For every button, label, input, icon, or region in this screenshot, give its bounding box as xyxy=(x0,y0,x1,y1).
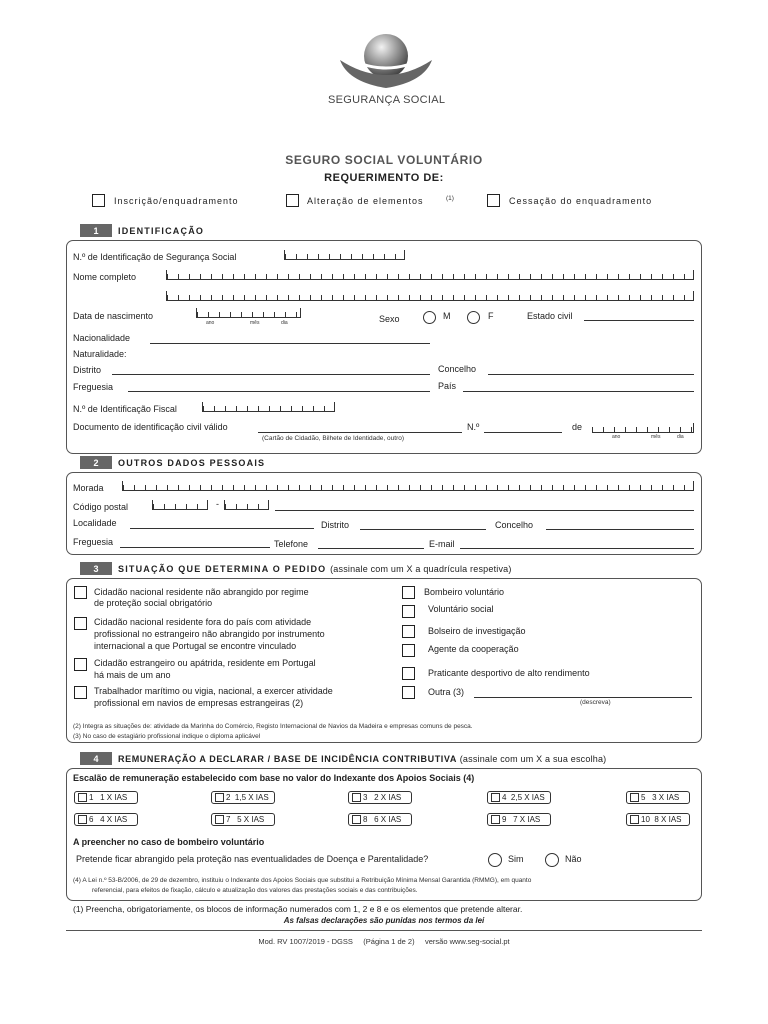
situation-label-2c: internacional a que Portugal se encontre vinculado xyxy=(94,641,297,651)
situation-checkbox-researcher[interactable] xyxy=(402,625,415,638)
district-label: Distrito xyxy=(73,365,102,375)
ias-label-8: 8 6 X IAS xyxy=(363,815,402,824)
nif-input[interactable] xyxy=(202,402,335,412)
id-document-input[interactable] xyxy=(258,432,462,433)
situation-label-athlete: Praticante desportivo de alto rendimento xyxy=(428,668,590,678)
name-label: Nome completo xyxy=(73,272,137,282)
request-type-label-registration: Inscrição/enquadramento xyxy=(114,196,239,206)
birth-month-hint: mês xyxy=(250,320,260,326)
situation-label-1a: Cidadão nacional residente não abrangido por regime xyxy=(94,587,309,597)
section-1-title: IDENTIFICAÇÃO xyxy=(118,225,205,236)
postal-code-input-2[interactable] xyxy=(224,500,269,510)
ias-label-5: 5 3 X IAS xyxy=(641,793,680,802)
niss-input[interactable] xyxy=(284,250,405,260)
situation-other-input[interactable] xyxy=(474,697,692,698)
protection-question: Pretende ficar abrangido pela proteção nas eventualidades de Doença e Parentalidade? xyxy=(76,854,429,864)
situation-label-1b: de proteção social obrigatório xyxy=(94,598,213,608)
section-3-header xyxy=(80,562,512,575)
district-input[interactable] xyxy=(112,374,430,375)
protection-yes-label: Sim xyxy=(508,854,524,864)
ias-checkbox-2[interactable] xyxy=(215,793,224,802)
section-3-title-note: (assinale com um X a quadrícula respetiva) xyxy=(330,563,512,574)
country-input[interactable] xyxy=(463,391,694,392)
ias-label-2: 2 1,5 X IAS xyxy=(226,793,269,802)
ias-label-4: 4 2,5 X IAS xyxy=(502,793,545,802)
section-2-title: OUTROS DADOS PESSOAIS xyxy=(118,457,266,468)
situation-checkbox-cooperation[interactable] xyxy=(402,644,415,657)
id-document-number-label: N.º xyxy=(467,422,480,432)
birth-year-hint: ano xyxy=(206,320,215,326)
postal-code-input-1[interactable] xyxy=(152,500,208,510)
parish-label: Freguesia xyxy=(73,382,114,392)
situation-label-cooperation: Agente da cooperação xyxy=(428,644,519,654)
id-document-date-input[interactable] xyxy=(592,423,694,433)
ias-label-3: 3 2 X IAS xyxy=(363,793,402,802)
parish-input[interactable] xyxy=(128,391,430,392)
section-4-number: 4 xyxy=(80,752,112,765)
doc-month-hint: mês xyxy=(651,434,661,440)
birth-date-input[interactable] xyxy=(196,308,301,318)
s2-municipality-input[interactable] xyxy=(546,529,694,530)
email-input[interactable] xyxy=(460,548,694,549)
situation-label-2a: Cidadão nacional residente fora do país com atividade xyxy=(94,617,312,627)
ias-option-3[interactable] xyxy=(348,791,412,804)
municipality-label: Concelho xyxy=(438,364,477,374)
request-type-checkbox-registration[interactable] xyxy=(92,194,105,207)
municipality-input[interactable] xyxy=(488,374,694,375)
nationality-input[interactable] xyxy=(150,343,430,344)
request-type-checkbox-change[interactable] xyxy=(286,194,299,207)
id-document-hint: (Cartão de Cidadão, Bilhete de Identidade, outro) xyxy=(262,435,405,442)
footer-divider xyxy=(66,930,702,931)
footer-note-1: (1) Preencha, obrigatoriamente, os blocos de informação numerados com 1, 2 e 8 e os elementos que pretende alterar. xyxy=(73,904,523,914)
naturality-label: Naturalidade: xyxy=(73,349,127,359)
locality-input[interactable] xyxy=(130,528,314,529)
situation-label-3b: há mais de um ano xyxy=(94,670,171,680)
situation-checkbox-2[interactable] xyxy=(74,617,87,630)
s2-municipality-label: Concelho xyxy=(495,520,534,530)
country-label: País xyxy=(438,381,457,391)
section-3-number: 3 xyxy=(80,562,112,575)
s2-district-label: Distrito xyxy=(321,520,350,530)
ias-checkbox-5[interactable] xyxy=(630,793,639,802)
nif-label: N.º de Identificação Fiscal xyxy=(73,404,177,414)
ias-option-1[interactable] xyxy=(74,791,138,804)
protection-no-label: Não xyxy=(565,854,582,864)
s2-district-input[interactable] xyxy=(360,529,486,530)
ias-label-9: 9 7 X IAS xyxy=(502,815,541,824)
section-3-note-2: (2) Integra as situações de: atividade da Marinha do Comércio, Registo Internacional de Navios da Madeira e empresas comuns de pesca. xyxy=(73,723,473,730)
situation-label-firefighter: Bombeiro voluntário xyxy=(424,587,505,597)
section-1-number: 1 xyxy=(80,224,112,237)
postal-locality-input[interactable] xyxy=(275,510,694,511)
ias-checkbox-3[interactable] xyxy=(352,793,361,802)
situation-other-hint: (descreva) xyxy=(580,699,611,706)
form-title: SEGURO SOCIAL VOLUNTÁRIO xyxy=(285,153,483,167)
request-type-note-change: (1) xyxy=(446,195,454,202)
birth-day-hint: dia xyxy=(281,320,288,326)
ias-label-10: 10 8 X IAS xyxy=(641,815,682,824)
ias-option-7[interactable] xyxy=(211,813,275,826)
postal-code-dash: - xyxy=(216,499,219,509)
phone-input[interactable] xyxy=(318,548,424,549)
name-input-line-2[interactable] xyxy=(166,291,694,301)
ias-checkbox-9[interactable] xyxy=(491,815,500,824)
sex-f-label: F xyxy=(488,311,494,321)
postal-code-label: Código postal xyxy=(73,502,129,512)
org-logo xyxy=(328,30,446,110)
ias-checkbox-1[interactable] xyxy=(78,793,87,802)
nationality-label: Nacionalidade xyxy=(73,333,131,343)
section-4-note-4b: referencial, para efeitos de fixação, cálculo e atualização dos valores das prestações sociais e das contribuições. xyxy=(92,887,418,894)
situation-label-researcher: Bolseiro de investigação xyxy=(428,626,526,636)
ias-label-6: 6 4 X IAS xyxy=(89,815,128,824)
situation-checkbox-other[interactable] xyxy=(402,686,415,699)
request-type-label-change: Alteração de elementos xyxy=(307,196,424,206)
section-4-title: REMUNERAÇÃO A DECLARAR / BASE DE INCIDÊNCIA CONTRIBUTIVA xyxy=(118,753,457,764)
address-input[interactable] xyxy=(122,481,694,491)
civil-status-input[interactable] xyxy=(584,320,694,321)
protection-no-radio[interactable] xyxy=(545,853,559,867)
ias-option-8[interactable] xyxy=(348,813,412,826)
situation-label-2b: profissional no estrangeiro não abrangido por instrumento xyxy=(94,629,325,639)
ias-checkbox-6[interactable] xyxy=(78,815,87,824)
org-name: SEGURANÇA SOCIAL xyxy=(328,94,446,106)
ias-checkbox-7[interactable] xyxy=(215,815,224,824)
email-label: E-mail xyxy=(429,539,455,549)
locality-label: Localidade xyxy=(73,518,117,528)
phone-label: Telefone xyxy=(274,539,309,549)
section-1-header xyxy=(80,224,204,237)
section-3-title: SITUAÇÃO QUE DETERMINA O PEDIDO xyxy=(118,563,327,574)
section-4-header xyxy=(80,752,606,765)
s2-parish-input[interactable] xyxy=(120,547,270,548)
situation-checkbox-1[interactable] xyxy=(74,586,87,599)
ias-checkbox-4[interactable] xyxy=(491,793,500,802)
sex-label: Sexo xyxy=(379,314,400,324)
section-4-note-4a: (4) A Lei n.º 53-B/2006, de 29 de dezembro, instituiu o Indexante dos Apoios Sociais que substitui a Retribuição Mínima Mensal Garantida (RMMG), em quanto xyxy=(73,877,532,884)
ias-checkbox-8[interactable] xyxy=(352,815,361,824)
situation-checkbox-athlete[interactable] xyxy=(402,667,415,680)
situation-label-4b: profissional em navios de empresas estrangeiras (2) xyxy=(94,698,304,708)
ias-scale-label: Escalão de remuneração estabelecido com base no valor do Indexante dos Apoios Sociais (4) xyxy=(73,773,475,783)
id-document-number-input[interactable] xyxy=(484,432,562,433)
doc-year-hint: ano xyxy=(612,434,621,440)
name-input-line-1[interactable] xyxy=(166,270,694,280)
situation-label-4a: Trabalhador marítimo ou vigia, nacional, a exercer atividade xyxy=(94,686,333,696)
ias-option-9[interactable] xyxy=(487,813,551,826)
sex-m-radio[interactable] xyxy=(423,311,436,324)
situation-label-other: Outra (3) xyxy=(428,687,465,697)
section-4-title-note: (assinale com um X a sua escolha) xyxy=(459,753,607,764)
footer-warning: As falsas declarações são punidas nos termos da lei xyxy=(283,916,485,925)
id-document-date-label: de xyxy=(572,422,583,432)
doc-day-hint: dia xyxy=(677,434,684,440)
situation-checkbox-3[interactable] xyxy=(74,658,87,671)
civil-status-label: Estado civil xyxy=(527,311,573,321)
s2-parish-label: Freguesia xyxy=(73,537,114,547)
situation-label-3a: Cidadão estrangeiro ou apátrida, residente em Portugal xyxy=(94,658,316,668)
ias-option-2[interactable] xyxy=(211,791,275,804)
ias-label-1: 1 1 X IAS xyxy=(89,793,128,802)
footer-form-id: Mod. RV 1007/2019 - DGSS (Página 1 de 2) versão www.seg-social.pt xyxy=(258,937,510,946)
request-type-label-cessation: Cessação do enquadramento xyxy=(509,196,653,206)
protection-yes-radio[interactable] xyxy=(488,853,502,867)
address-label: Morada xyxy=(73,483,104,493)
sex-m-label: M xyxy=(443,311,451,321)
section-2-number: 2 xyxy=(80,456,112,469)
situation-checkbox-4[interactable] xyxy=(74,686,87,699)
ias-option-10[interactable] xyxy=(626,813,690,826)
ias-checkbox-10[interactable] xyxy=(630,815,639,824)
niss-label: N.º de Identificação de Segurança Social xyxy=(73,252,237,262)
sex-f-radio[interactable] xyxy=(467,311,480,324)
section-3-note-3: (3) No caso de estagiário profissional indique o diploma aplicável xyxy=(73,733,261,740)
situation-checkbox-social-volunteer[interactable] xyxy=(402,605,415,618)
situation-label-social-volunteer: Voluntário social xyxy=(428,604,494,614)
firefighter-heading: A preencher no caso de bombeiro voluntário xyxy=(73,837,265,847)
situation-checkbox-firefighter[interactable] xyxy=(402,586,415,599)
request-type-checkbox-cessation[interactable] xyxy=(487,194,500,207)
ias-option-5[interactable] xyxy=(626,791,690,804)
globe-logo-icon xyxy=(330,30,442,92)
ias-label-7: 7 5 X IAS xyxy=(226,815,265,824)
ias-option-4[interactable] xyxy=(487,791,551,804)
id-document-label: Documento de identificação civil válido xyxy=(73,422,228,432)
section-2-header xyxy=(80,456,265,469)
form-subtitle: REQUERIMENTO DE: xyxy=(324,172,444,184)
birth-label: Data de nascimento xyxy=(73,311,154,321)
ias-option-6[interactable] xyxy=(74,813,138,826)
